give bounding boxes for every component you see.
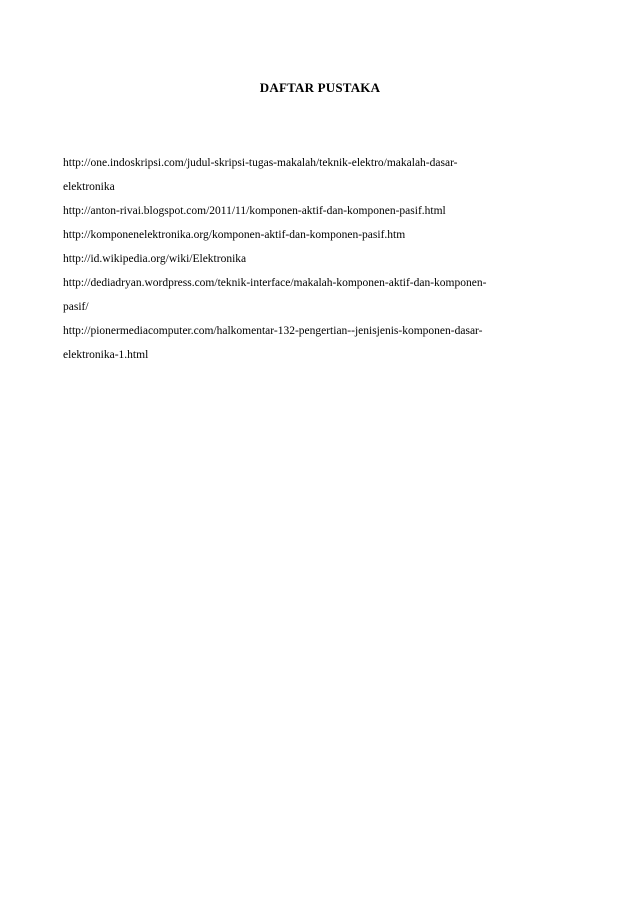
reference-line: http://komponenelektronika.org/komponen-aktif-dan-komponen-pasif.htm bbox=[63, 229, 406, 241]
page-title-text: DAFTAR PUSTAKA bbox=[259, 80, 381, 95]
reference-item bbox=[63, 247, 563, 271]
page-title bbox=[0, 80, 638, 96]
reference-line: http://one.indoskripsi.com/judul-skripsi-tugas-makalah/teknik-elektro/makalah-dasar- bbox=[63, 157, 458, 169]
reference-line: http://anton-rivai.blogspot.com/2011/11/komponen-aktif-dan-komponen-pasif.html bbox=[63, 205, 446, 217]
reference-list bbox=[63, 151, 563, 367]
reference-item bbox=[63, 319, 563, 367]
reference-line: elektronika-1.html bbox=[63, 349, 149, 361]
reference-item bbox=[63, 151, 563, 199]
reference-line: elektronika bbox=[63, 181, 115, 193]
reference-item bbox=[63, 199, 563, 223]
reference-line: http://id.wikipedia.org/wiki/Elektronika bbox=[63, 253, 247, 265]
reference-item bbox=[63, 223, 563, 247]
reference-line: pasif/ bbox=[63, 301, 89, 313]
reference-item bbox=[63, 271, 563, 319]
reference-line: http://pionermediacomputer.com/halkomentar-132-pengertian--jenisjenis-komponen-dasar- bbox=[63, 325, 483, 337]
reference-line: http://dediadryan.wordpress.com/teknik-interface/makalah-komponen-aktif-dan-komponen- bbox=[63, 277, 487, 289]
